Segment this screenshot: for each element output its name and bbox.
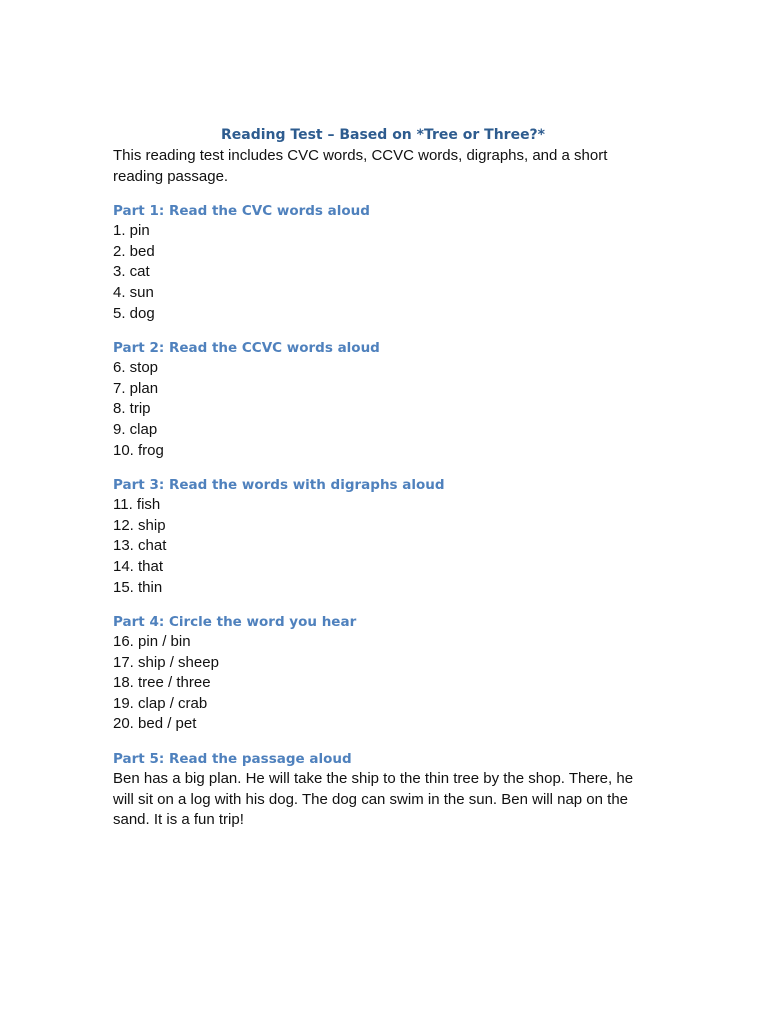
intro-paragraph: This reading test includes CVC words, CCVC words, digraphs, and a short reading passage. [113, 147, 608, 185]
word-item: 9. clap [113, 420, 158, 438]
section-part-2 [113, 338, 653, 461]
word-item: 3. cat [113, 263, 150, 281]
section-heading: Part 1: Read the CVC words aloud [113, 203, 370, 220]
word-item: 14. that [113, 557, 164, 575]
word-item: 5. dog [113, 304, 155, 322]
word-pair-item: 18. tree / three [113, 674, 211, 692]
document-page [113, 124, 653, 831]
word-item: 15. thin [113, 578, 163, 596]
section-part-5 [113, 749, 653, 831]
word-item: 1. pin [113, 222, 150, 240]
section-heading: Part 5: Read the passage aloud [113, 751, 352, 768]
word-item: 11. fish [113, 496, 161, 514]
section-part-1 [113, 201, 653, 324]
section-heading: Part 2: Read the CCVC words aloud [113, 340, 380, 357]
word-pair-item: 17. ship / sheep [113, 653, 219, 671]
section-heading: Part 4: Circle the word you hear [113, 614, 357, 631]
word-item: 4. sun [113, 283, 154, 301]
section-heading: Part 3: Read the words with digraphs aloud [113, 477, 445, 494]
word-pair-item: 19. clap / crab [113, 694, 208, 712]
word-item: 10. frog [113, 441, 164, 459]
section-part-4 [113, 612, 653, 735]
word-item: 6. stop [113, 359, 159, 377]
word-item: 13. chat [113, 537, 167, 555]
word-item: 12. ship [113, 516, 166, 534]
word-pair-item: 16. pin / bin [113, 633, 191, 651]
word-item: 8. trip [113, 400, 151, 418]
section-part-3 [113, 475, 653, 598]
word-pair-item: 20. bed / pet [113, 715, 197, 733]
reading-passage: Ben has a big plan. He will take the ship to the thin tree by the shop. There, he will sit on a log with his dog. The dog can swim in the sun. Ben will nap on the sand. It is a fun trip! [113, 770, 634, 829]
word-item: 7. plan [113, 379, 159, 397]
word-item: 2. bed [113, 242, 155, 260]
document-title: Reading Test – Based on *Tree or Three?* [220, 127, 546, 143]
